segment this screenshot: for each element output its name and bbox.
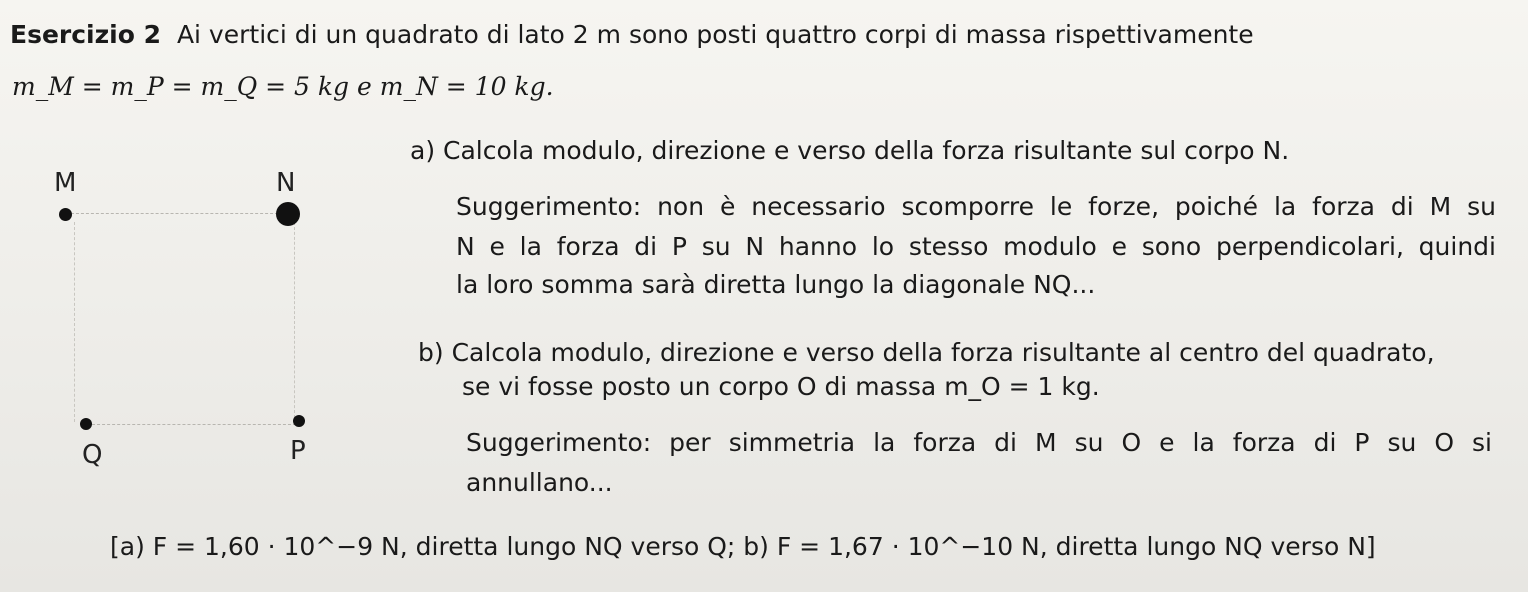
part-a-hint-line-1: Suggerimento: non è necessario scomporre le forze, poiché la forza di M su (456, 192, 1496, 221)
part-a-question (410, 136, 1289, 166)
body-Q (80, 418, 92, 430)
side-MQ (74, 222, 75, 422)
part-b-hint-line-2: annullano... (466, 468, 613, 497)
part-b-question-line-2: se vi fosse posto un corpo O di massa m_O = 1 kg. (462, 372, 1100, 401)
body-P (293, 415, 305, 427)
exercise-title: Esercizio 2 (10, 20, 162, 49)
side-NP (294, 222, 295, 418)
label-Q: Q (82, 440, 103, 470)
part-b-question-line-1 (418, 338, 1435, 368)
body-N (276, 202, 300, 226)
label-P: P (290, 436, 306, 466)
exercise-intro: Ai vertici di un quadrato di lato 2 m sono posti quattro corpi di massa rispettivamente (176, 20, 1254, 49)
part-a-hint-line-3: la loro somma sarà diretta lungo la diagonale NQ... (456, 270, 1096, 299)
exercise-header (10, 20, 1254, 50)
side-QP (87, 424, 301, 425)
part-a-hint-line-2: N e la forza di P su N hanno lo stesso modulo e sono perpendicolari, quindi (456, 232, 1496, 261)
part-a-text: Calcola modulo, direzione e verso della forza risultante sul corpo N. (443, 136, 1290, 165)
masses-line: m_M = m_P = m_Q = 5 kg e m_N = 10 kg. (12, 72, 554, 101)
part-b-hint-line-1: Suggerimento: per simmetria la forza di M su O e la forza di P su O si (466, 428, 1492, 457)
label-M: M (54, 168, 77, 198)
part-b-marker: b) (418, 338, 444, 367)
body-M (59, 208, 72, 221)
label-N: N (276, 168, 296, 198)
part-a-marker: a) (410, 136, 436, 165)
part-b-text-1: Calcola modulo, direzione e verso della forza risultante al centro del quadrato, (451, 338, 1435, 367)
answers-line: [a) F = 1,60 · 10^−9 N, diretta lungo NQ verso Q; b) F = 1,67 · 10^−10 N, diretta lungo NQ verso N] (110, 532, 1376, 561)
side-MN (66, 213, 288, 214)
